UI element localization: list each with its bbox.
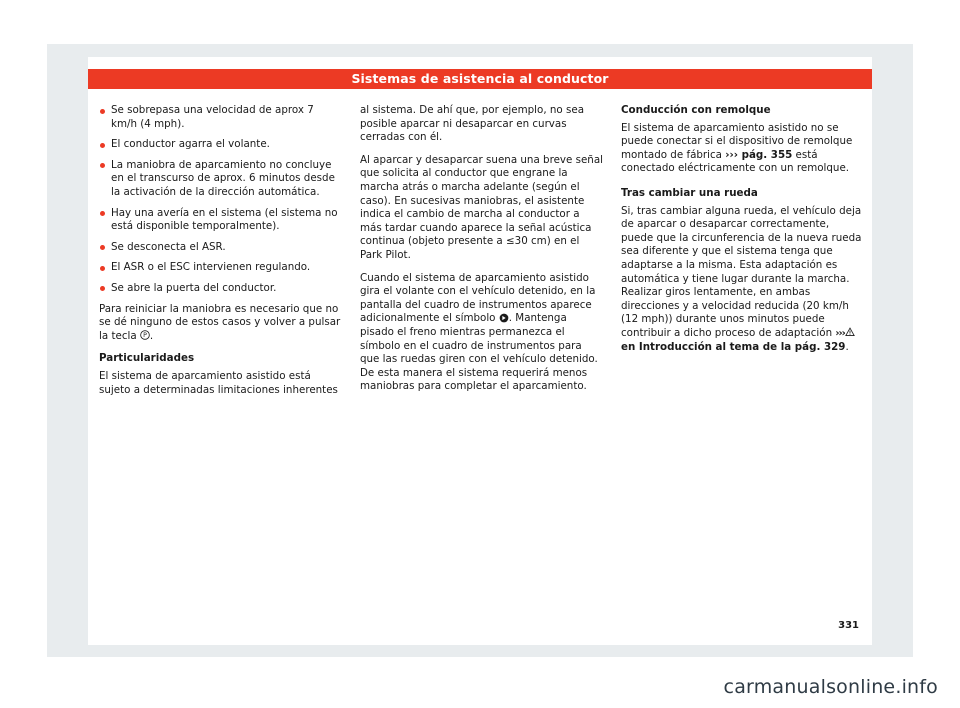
steering-text-post: . Mantenga pisado el freno mientras permanezca el símbolo en el cuadro de instrumentos para que las ruedas giren con el vehículo detenido. De esta manera el sistema requerirá menos maniobras para completar el aparcamiento. (360, 312, 598, 393)
paragraph-system-limits: al sistema. De ahí que, por ejemplo, no sea posible aparcar ni desaparcar en curvas cerradas con él. (360, 104, 584, 144)
steering-text-pre: Cuando el sistema de aparcamiento asistido gira el volante con el vehículo detenido, en la pantalla del cuadro de instrumentos aparece adicionalmente el símbolo (360, 271, 596, 325)
restart-text-pre: Para reiniciar la maniobra es necesario que no se dé ninguno de estos casos y volver a pulsar la tecla (99, 302, 341, 342)
paragraph-gear-signal: Al aparcar y desaparcar suena una breve señal que solicita al conductor que engrane la marcha atrás o marcha adelante (según el caso). En sucesivas maniobras, el asistente indica el cambio de marcha al conductor a más tardar cuando aparece la señal acústica continua (objeto presente a ≤30 cm) en el Park Pilot. (360, 153, 604, 261)
list-item: El conductor agarra el volante. (99, 138, 342, 152)
column-left (99, 104, 342, 406)
wheel-text-pre: Si, tras cambiar alguna rueda, el vehículo deja de aparcar o desaparcar correctamente, puede que la circunferencia de la nueva rueda sea diferente y que el sistema tenga que adaptarse a la misma. Esta adaptación es automática y tiene lugar durante la marcha. Realizar giros lentamente, en ambas direcciones y a velocidad reducida (20 km/h (12 mph)) durante unos minutos puede contribuir a dicho proceso de adaptación (621, 204, 862, 339)
column-middle (360, 104, 603, 406)
subheading-particularidades: Particularidades (99, 352, 195, 365)
page-title: Sistemas de asistencia al conductor (88, 69, 872, 89)
content-columns (99, 104, 865, 406)
list-item: Se sobrepasa una velocidad de aprox 7 km/h (4 mph). (99, 104, 342, 131)
wheel-text-post: . (845, 340, 849, 353)
cross-reference-chevron[interactable]: ››› (835, 327, 845, 339)
paragraph-wheel-change (621, 205, 864, 355)
list-item: La maniobra de aparcamiento no concluye en el transcurso de aprox. 6 minutos desde la activación de la dirección automática. (99, 159, 342, 200)
list-item: Hay una avería en el sistema (el sistema no está disponible temporalmente). (99, 207, 342, 234)
parking-brake-icon (140, 330, 150, 340)
heading-tras-cambiar-rueda: Tras cambiar una rueda (621, 186, 758, 199)
page-number: 331 (838, 620, 859, 631)
paragraph-towing (621, 122, 864, 176)
restart-paragraph (99, 303, 342, 344)
paragraph-steering-symbol (360, 272, 603, 394)
paragraph-limitations: El sistema de aparcamiento asistido está sujeto a determinadas limitaciones inherentes (99, 369, 338, 396)
restart-text-post: . (149, 329, 154, 342)
svg-text:P: P (143, 332, 147, 340)
list-item: El ASR o el ESC intervienen regulando. (99, 261, 342, 275)
manual-sheet (88, 57, 872, 645)
condition-bullet-list (99, 104, 342, 296)
warning-triangle-icon (845, 327, 855, 337)
cross-reference-link[interactable]: ››› pág. 355 (725, 148, 793, 161)
cross-reference-text[interactable]: en Introducción al tema de la pág. 329 (621, 340, 846, 353)
brake-pedal-icon (499, 313, 509, 323)
page-background-frame (47, 44, 913, 657)
towing-text-pre: El sistema de aparcamiento asistido no se puede conectar si el dispositivo de remolque montado de fábrica (621, 121, 853, 161)
column-right (621, 104, 864, 406)
towing-text-post: está conectado eléctricamente con un remolque. (621, 148, 850, 175)
list-item: Se desconecta el ASR. (99, 241, 342, 255)
watermark: carmanualsonline.info (723, 676, 938, 698)
list-item: Se abre la puerta del conductor. (99, 282, 342, 296)
heading-conduccion-remolque: Conducción con remolque (621, 104, 771, 116)
